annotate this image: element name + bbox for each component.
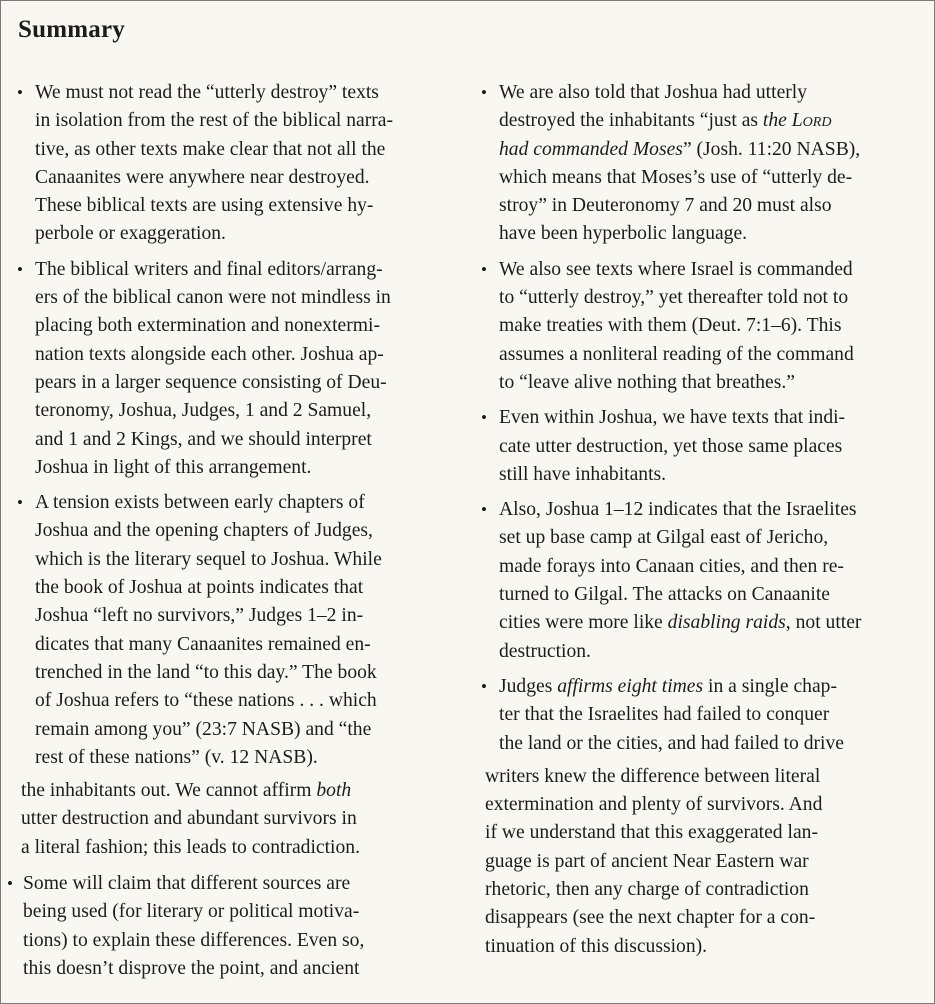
text-line: rest of these nations” (v. 12 NASB). — [35, 746, 318, 768]
text-run: destroyed the inhabitants “just as — [499, 110, 763, 132]
text-line: still have inhabitants. — [499, 463, 667, 485]
text-line: guage is part of ancient Near Eastern war — [485, 850, 809, 872]
text-line: We must not read the “utterly destroy” texts — [35, 82, 379, 103]
text-line: turned to Gilgal. The attacks on Canaanite — [499, 584, 830, 606]
bullet-paragraph — [479, 256, 931, 397]
bullet-icon: • — [481, 408, 487, 428]
text-line: of Joshua refers to “these nations . . . which — [35, 690, 377, 712]
text-line: a literal fashion; this leads to contradiction. — [21, 836, 360, 858]
bullet-icon: • — [17, 493, 23, 513]
text-line: to “leave alive nothing that breathes.” — [499, 371, 795, 393]
text-run: the inhabitants out. We cannot affirm — [21, 780, 317, 802]
text-line: placing both extermination and nonextermi- — [35, 315, 380, 337]
text-line: Even within Joshua, we have texts that indi- — [499, 407, 846, 429]
text-run: ” (Josh. 11:20 NASB), — [682, 138, 861, 160]
text-line: to “utterly destroy,” yet thereafter told not to — [499, 287, 849, 309]
bullet-icon: • — [481, 500, 487, 520]
text-line: teronomy, Joshua, Judges, 1 and 2 Samuel, — [35, 400, 372, 422]
text-line: disappears (see the next chapter for a con- — [485, 907, 816, 929]
italic-text: disabling raids — [667, 612, 786, 634]
text-line: tinuation of this discussion). — [485, 935, 708, 957]
bullet-paragraph — [15, 489, 465, 772]
text-line: The biblical writers and final editors/arrang- — [35, 258, 383, 280]
italic-text: had commanded Moses — [499, 138, 683, 160]
bullet-paragraph — [7, 870, 465, 983]
bullet-icon: • — [17, 259, 23, 279]
text-line: assumes a nonliteral reading of the command — [499, 343, 854, 365]
text-line: the land or the cities, and had failed to drive — [499, 732, 844, 754]
right-column — [479, 79, 931, 969]
left-column — [7, 79, 465, 990]
bullet-icon: • — [481, 83, 487, 102]
text-line: have been hyperbolic language. — [499, 223, 748, 245]
text-line: extermination and plenty of survivors. And — [485, 794, 823, 816]
text-run: cities were more like — [499, 612, 668, 634]
text-line: destruction. — [499, 640, 591, 662]
text-line: tive, as other texts make clear that not all the — [35, 138, 386, 160]
text-line: ter that the Israelites had failed to conquer — [499, 704, 830, 726]
text-line: perbole or exaggeration. — [35, 223, 226, 245]
text-run: , not utter — [785, 612, 862, 634]
bullet-paragraph — [479, 673, 931, 758]
text-line: dicates that many Canaanites remained en- — [35, 633, 371, 655]
italic-text: both — [316, 780, 352, 802]
text-line: Also, Joshua 1–12 indicates that the Israelites — [499, 499, 857, 521]
bullet-paragraph — [15, 79, 465, 249]
text-line: the book of Joshua at points indicates that — [35, 577, 364, 599]
continuation-paragraph — [15, 777, 465, 862]
bullet-paragraph — [479, 404, 931, 489]
bullet-icon: • — [17, 83, 23, 102]
text-line: stroy” in Deuteronomy 7 and 20 must also — [499, 195, 832, 217]
text-line — [499, 673, 931, 701]
text-line: if we understand that this exaggerated lan- — [485, 822, 818, 844]
text-line: writers knew the difference between literal — [485, 765, 821, 787]
text-line — [499, 609, 931, 637]
text-line: tions) to explain these differences. Even so, — [23, 929, 365, 951]
text-line: and 1 and 2 Kings, and we should interpret — [35, 428, 372, 450]
text-line — [21, 777, 465, 805]
continuation-paragraph — [479, 763, 931, 961]
text-line: this doesn’t disprove the point, and ancient — [23, 957, 360, 979]
text-line: which means that Moses’s use of “utterly de- — [499, 166, 853, 188]
text-line: Canaanites were anywhere near destroyed. — [35, 166, 370, 188]
bullet-paragraph — [15, 256, 465, 482]
text-line: made forays into Canaan cities, and then re- — [499, 555, 844, 577]
text-run: in a single chap- — [703, 675, 837, 697]
text-line: being used (for literary or political motiva- — [23, 901, 360, 923]
text-line: We also see texts where Israel is commanded — [499, 258, 853, 280]
italic-text: the — [762, 110, 792, 132]
text-line: nation texts alongside each other. Joshua ap- — [35, 343, 384, 365]
text-line: rhetoric, then any charge of contradiction — [485, 879, 809, 901]
page-title: Summary — [18, 16, 125, 43]
text-line: Some will claim that different sources are — [23, 873, 351, 895]
bullet-paragraph — [479, 496, 931, 666]
text-line: in isolation from the rest of the biblical narra- — [35, 110, 394, 132]
text-run: Judges — [499, 675, 558, 697]
text-line: We are also told that Joshua had utterly — [499, 82, 808, 103]
bullet-paragraph — [479, 79, 931, 249]
text-line: Joshua “left no survivors,” Judges 1–2 in- — [35, 605, 364, 627]
text-line: trenched in the land “to this day.” The book — [35, 661, 377, 683]
text-line: Joshua in light of this arrangement. — [35, 456, 312, 478]
text-line: remain among you” (23:7 NASB) and “the — [35, 718, 372, 740]
text-line: These biblical texts are using extensive hy- — [35, 195, 374, 217]
text-line: A tension exists between early chapters of — [35, 492, 365, 514]
text-line: make treaties with them (Deut. 7:1–6). This — [499, 315, 842, 337]
text-line: which is the literary sequel to Joshua. While — [35, 548, 382, 570]
text-line: Joshua and the opening chapters of Judges, — [35, 520, 373, 542]
text-line: utter destruction and abundant survivors in — [21, 808, 357, 830]
text-line: set up base camp at Gilgal east of Jericho, — [499, 527, 829, 549]
text-line — [499, 107, 931, 135]
bullet-icon: • — [481, 676, 487, 696]
italic-text: affirms eight times — [557, 675, 704, 697]
bullet-icon: • — [7, 874, 13, 894]
bullet-icon: • — [481, 259, 487, 279]
text-line: pears in a larger sequence consisting of Deu- — [35, 371, 387, 393]
text-line: cate utter destruction, yet those same places — [499, 435, 843, 457]
text-line: ers of the biblical canon were not mindless in — [35, 287, 391, 309]
text-line — [499, 136, 931, 164]
small-caps-text: Lord — [791, 110, 832, 132]
